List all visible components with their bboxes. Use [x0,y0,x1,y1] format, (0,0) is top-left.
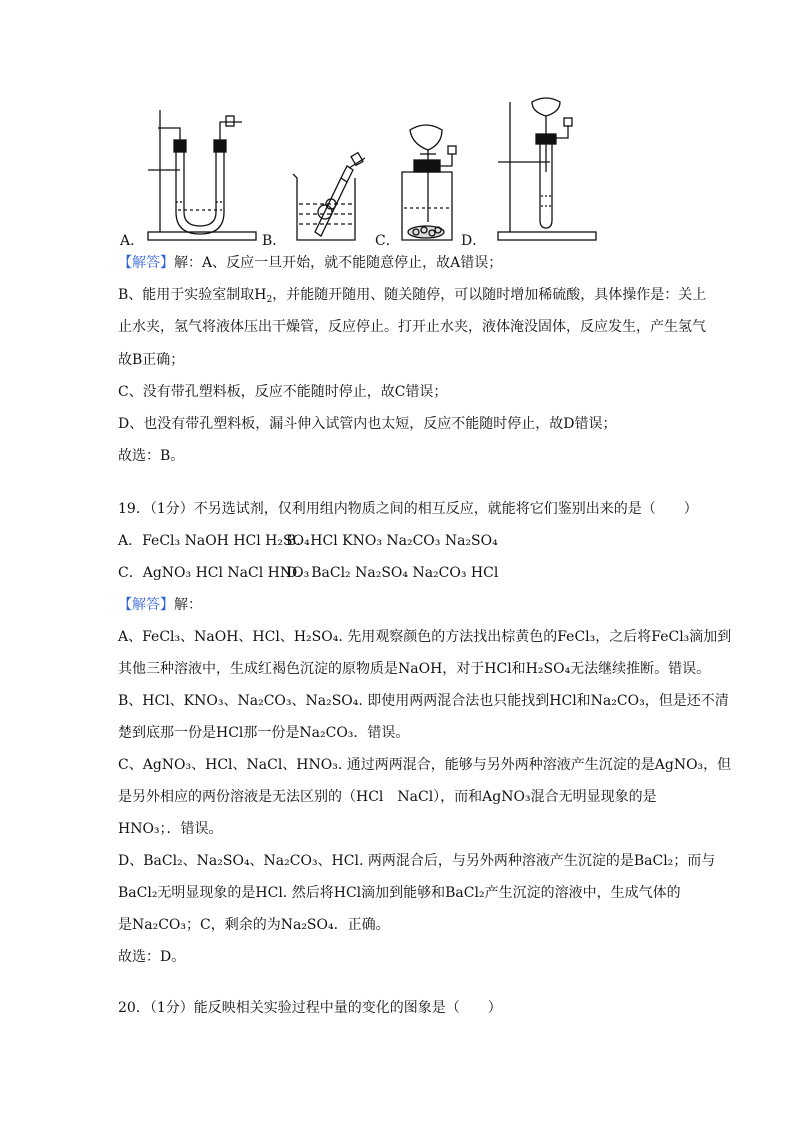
question19-option-c: C．AgNO₃ HCl NaCl HNO₃ [118,565,310,581]
answer18-subscript: 2 [266,295,273,305]
answer18-tag: 【解答】 [118,255,174,271]
answer19-final: 故选：D。 [118,949,186,965]
answer18-line3: 止水夹，氢气将液体压出干燥管，反应停止。打开止水夹，液体淹没固体，反应发生，产生氢气 [118,319,706,335]
answer19-b2: 楚到底那一份是HCl那一份是Na₂CO₃．错误。 [118,725,410,741]
answer19-d2: BaCl₂无明显现象的是HCl. 然后将HCl滴加到能够和BaCl₂产生沉淀的溶液中，生成气体的 [118,885,681,901]
answer19-tag: 【解答】 [118,597,174,613]
answer19-a2: 其他三种溶液中，生成红褐色沉淀的原物质是NaOH，对于HCl和H₂SO₄无法继续推断。错误。 [118,661,711,677]
answer19-c3: HNO₃；．错误。 [118,821,223,837]
answer18-line4: 故B正确； [118,352,185,368]
answer19-head-text: 解： [174,597,202,613]
answer19-d3: 是Na₂CO₃；C，剩余的为Na₂SO₄．正确。 [118,917,390,933]
question19-option-a: A．FeCl₃ NaOH HCl H₂SO₄ [118,533,310,549]
answer18-line6: D、也没有带孔塑料板，漏斗伸入试管内也太短，反应不能随时停止，故D错误； [118,416,617,432]
figure-label-b: B． [262,233,287,249]
answer19-c2: 是另外相应的两份溶液是无法区别的（HCl NaCl），而和AgNO₃混合无明显现象的是 [118,789,657,805]
answer19-d1: D、BaCl₂、Na₂SO₄、Na₂CO₃、HCl. 两两混合后，与另外两种溶液产生沉淀的是BaCl₂；而与 [118,853,716,869]
figure-label-d: D． [461,233,487,249]
apparatus-d-drawing [498,98,596,240]
figure-label-a: A． [120,233,145,249]
answer18-text1: 解：A、反应一旦开始，就不能随意停止，故A错误； [174,255,503,271]
question19-stem: 19．（1分）不另选试剂，仅利用组内物质之间的相互反应，就能将它们鉴别出来的是（ ） [118,501,698,517]
answer19-b1: B、HCl、KNO₃、Na₂CO₃、Na₂SO₄. 即使用两两混合法也只能找到HCl和Na₂CO₃，但是还不清 [118,693,729,709]
answer18-line2 [118,285,706,305]
apparatus-drawings [118,92,678,252]
question19-option-b: B．HCl KNO₃ Na₂CO₃ Na₂SO₄ [286,533,498,549]
answer18-line1 [118,253,502,273]
answer18-line5: C、没有带孔塑料板，反应不能随时停止，故C错误； [118,384,448,400]
figure-label-c: C． [375,233,400,249]
answer18-text2a: B、能用于实验室制取H [118,287,267,303]
answer19-a1: A、FeCl₃、NaOH、HCl、H₂SO₄. 先用观察颜色的方法找出棕黄色的FeCl₃，之后将FeCl₃滴加到 [118,629,732,645]
answer18-text2b: ，并能随开随用、随关随停，可以随时增加稀硫酸，具体操作是：关上 [272,287,707,303]
answer18-line7: 故选：B。 [118,448,185,464]
question19-option-d: D．BaCl₂ Na₂SO₄ Na₂CO₃ HCl [286,565,499,581]
question20-stem: 20．（1分）能反映相关实验过程中量的变化的图象是（ ） [118,1000,502,1016]
apparatus-a-drawing [148,110,256,240]
apparatus-figure-row [118,92,678,252]
answer19-c1: C、AgNO₃、HCl、NaCl、HNO₃. 通过两两混合，能够与另外两种溶液产生沉淀的是AgNO₃，但 [118,757,732,773]
apparatus-c-drawing [402,125,456,240]
answer19-head [118,595,202,615]
apparatus-b-drawing [293,153,365,240]
